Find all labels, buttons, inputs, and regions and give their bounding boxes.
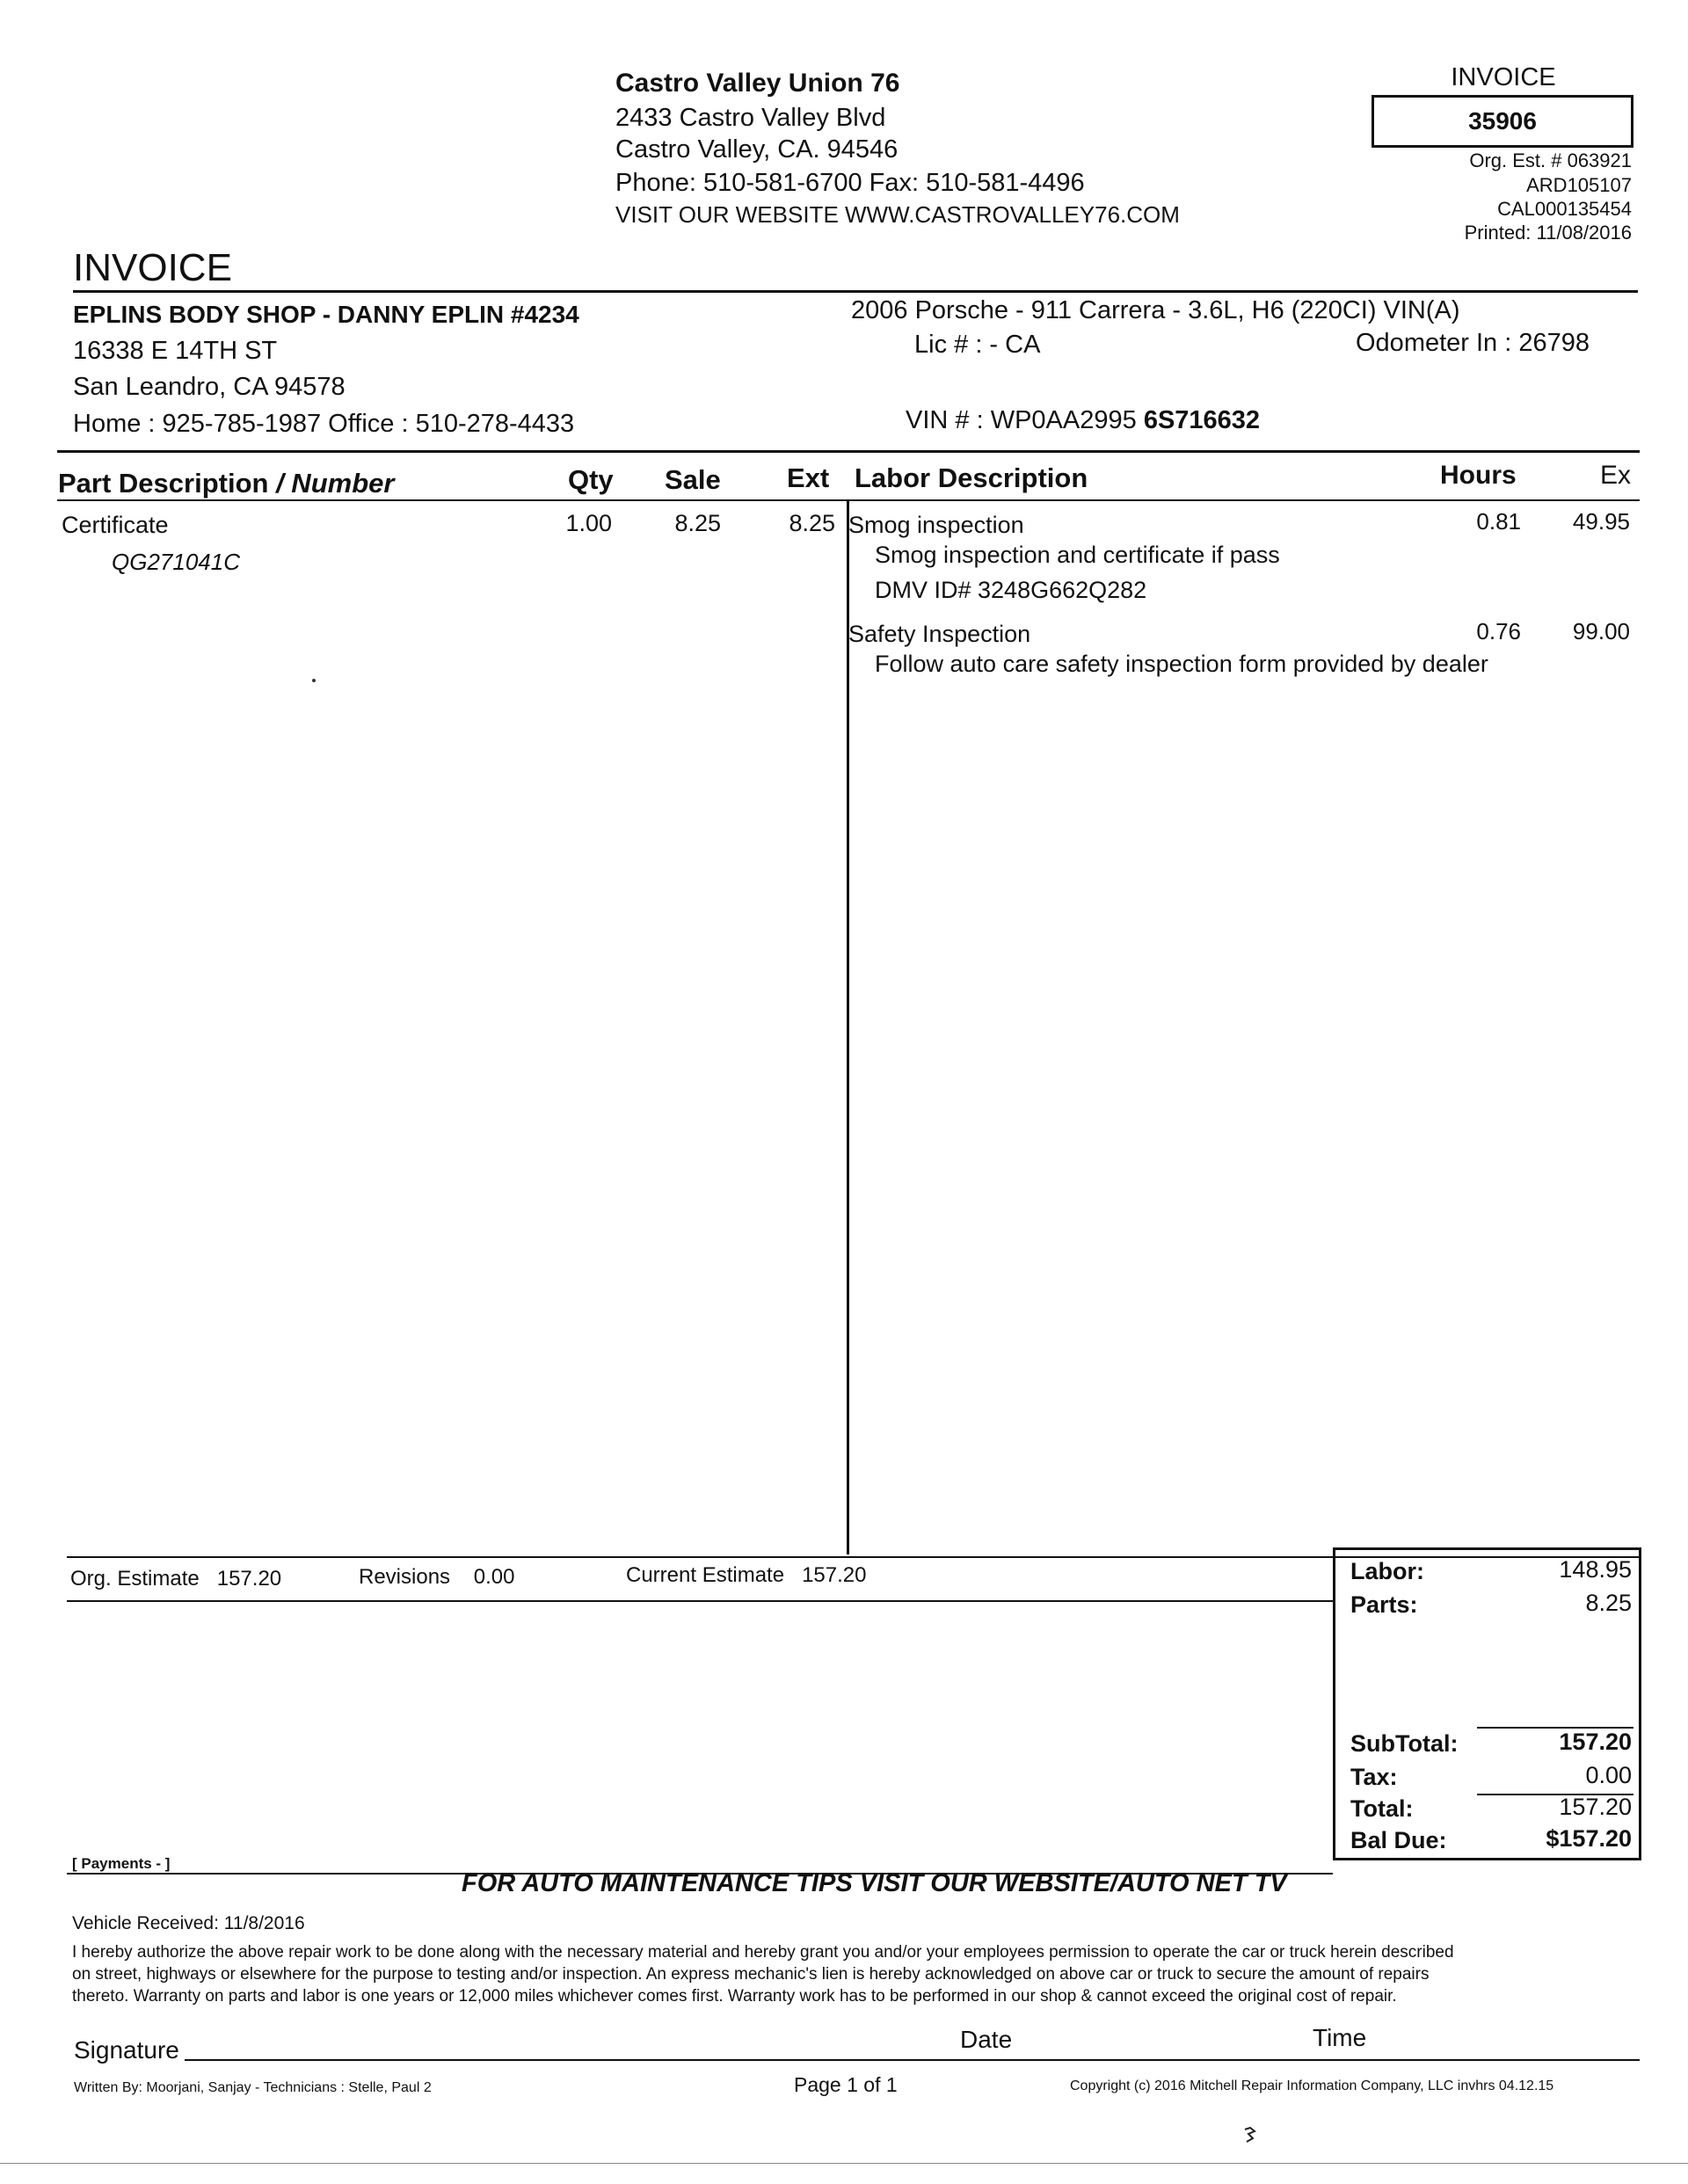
org-estimate [70,1567,281,1591]
page-number: Page 1 of 1 [794,2073,898,2096]
subtotal-value: 157.20 [1559,1729,1632,1755]
labor-hours: 0.76 [1476,618,1521,644]
parts-header-ext: Ext [787,462,830,493]
labor-header-ext: Ex [1600,461,1632,490]
revisions-value: 0.00 [473,1565,515,1589]
labor-header-description: Labor Description [855,462,1088,493]
odometer-in: Odometer In : 26798 [1356,329,1590,357]
invoice-number: 35906 [1372,95,1633,148]
current-estimate [626,1563,866,1588]
parts-header-description [58,468,394,499]
maintenance-tips-banner: FOR AUTO MAINTENANCE TIPS VISIT OUR WEBSITE/AUTO NET TV [462,1869,1287,1897]
part-number: QG271041C [112,549,240,575]
tax-value: 0.00 [1585,1762,1632,1788]
vehicle-vin [906,406,1260,435]
authorization-line: thereto. Warranty on parts and labor is one years or 12,000 miles whichever comes first. Warranty work has to be performed in our shop & cannot exceed the original cost of repair. [72,1987,1397,2006]
org-estimate-value: 157.20 [216,1567,282,1591]
total-label: Total: [1350,1795,1414,1822]
customer-phones: Home : 925-785-1987 Office : 510-278-4433 [73,410,575,438]
shop-website: VISIT OUR WEBSITE WWW.CASTROVALLEY76.COM [615,201,1180,228]
subtotal-label: SubTotal: [1350,1730,1459,1757]
parts-header-desc-text: Part Description [58,468,269,499]
date-label: Date [960,2026,1013,2053]
title-divider [73,290,1638,293]
authorization-line: I hereby authorize the above repair work to be done along with the necessary material and hereby grant you and/or your employees permission to operate the car or truck herein described [72,1943,1454,1962]
current-estimate-value: 157.20 [802,1563,867,1587]
labor-note: Smog inspection and certificate if pass [875,542,1280,568]
parts-header-number-text: / Number [276,468,395,499]
scan-mark-icon [1242,2126,1258,2144]
copyright: Copyright (c) 2016 Mitchell Repair Information Company, LLC invhrs 04.12.15 [1070,2078,1554,2093]
org-est-number: Org. Est. # 063921 [1469,149,1632,171]
shop-address-line1: 2433 Castro Valley Blvd [615,104,886,132]
revisions [359,1565,514,1590]
vehicle-description: 2006 Porsche - 911 Carrera - 3.6L, H6 (220CI) VIN(A) [851,296,1460,324]
parts-header-sale: Sale [665,464,721,495]
labor-header-hours: Hours [1440,461,1517,490]
scan-speck [312,679,316,682]
shop-address-line2: Castro Valley, CA. 94546 [615,135,899,164]
customer-street: 16338 E 14TH ST [73,337,278,365]
labor-note: DMV ID# 3248G662Q282 [875,577,1147,603]
payments-label: [ Payments - ] [72,1855,171,1872]
labor-description: Smog inspection [848,512,1024,538]
balance-due-label: Bal Due: [1350,1827,1447,1853]
labor-total-value: 148.95 [1559,1556,1632,1583]
estimates-bottom-divider [67,1600,1333,1602]
parts-total-label: Parts: [1350,1591,1418,1618]
part-description: Certificate [62,512,169,538]
document-title: INVOICE [73,246,232,289]
balance-due-value: $157.20 [1546,1825,1632,1852]
labor-ext: 49.95 [1572,508,1630,535]
parts-total-value: 8.25 [1585,1590,1632,1616]
signature-line [185,2059,1640,2061]
part-sale: 8.25 [674,510,721,536]
labor-description: Safety Inspection [848,621,1031,647]
vin-suffix: 6S716632 [1143,406,1261,434]
ard-number: ARD105107 [1526,174,1632,196]
authorization-line: on street, highways or elsewhere for the purpose to testing and/or inspection. An express mechanic's lien is hereby acknowledged on above car or truck to secure the amount of repairs [72,1965,1430,1984]
shop-name: Castro Valley Union 76 [615,69,900,98]
header-divider [57,450,1640,453]
scan-speck [1242,2126,1258,2144]
vin-prefix: VIN # : WP0AA2995 [906,406,1144,434]
labor-hours: 0.81 [1476,508,1521,535]
current-estimate-label: Current Estimate [626,1563,785,1587]
parts-header-qty: Qty [568,464,614,495]
labor-ext: 99.00 [1572,618,1630,644]
vehicle-received: Vehicle Received: 11/8/2016 [72,1913,305,1933]
part-ext: 8.25 [789,510,835,536]
tax-label: Tax: [1350,1764,1398,1790]
printed-date: Printed: 11/08/2016 [1464,222,1632,244]
signature-label: Signature [74,2036,179,2064]
labor-total-label: Labor: [1350,1558,1424,1584]
scan-edge [0,2163,1688,2164]
shop-phone-fax: Phone: 510-581-6700 Fax: 510-581-4496 [615,169,1085,197]
customer-name: EPLINS BODY SHOP - DANNY EPLIN #4234 [73,301,579,328]
invoice-label: INVOICE [1451,63,1556,91]
part-qty: 1.00 [565,510,612,536]
cal-number: CAL000135454 [1497,198,1632,220]
revisions-label: Revisions [359,1565,451,1589]
org-estimate-label: Org. Estimate [70,1567,200,1591]
written-by: Written By: Moorjani, Sanjay - Technicians : Stelle, Paul 2 [74,2080,432,2095]
labor-note: Follow auto care safety inspection form provided by dealer [875,651,1488,677]
vehicle-license: Lic # : - CA [914,331,1041,359]
time-label: Time [1313,2024,1367,2051]
total-value: 157.20 [1559,1794,1632,1820]
customer-city: San Leandro, CA 94578 [73,373,346,401]
parts-labor-divider [847,499,849,1554]
